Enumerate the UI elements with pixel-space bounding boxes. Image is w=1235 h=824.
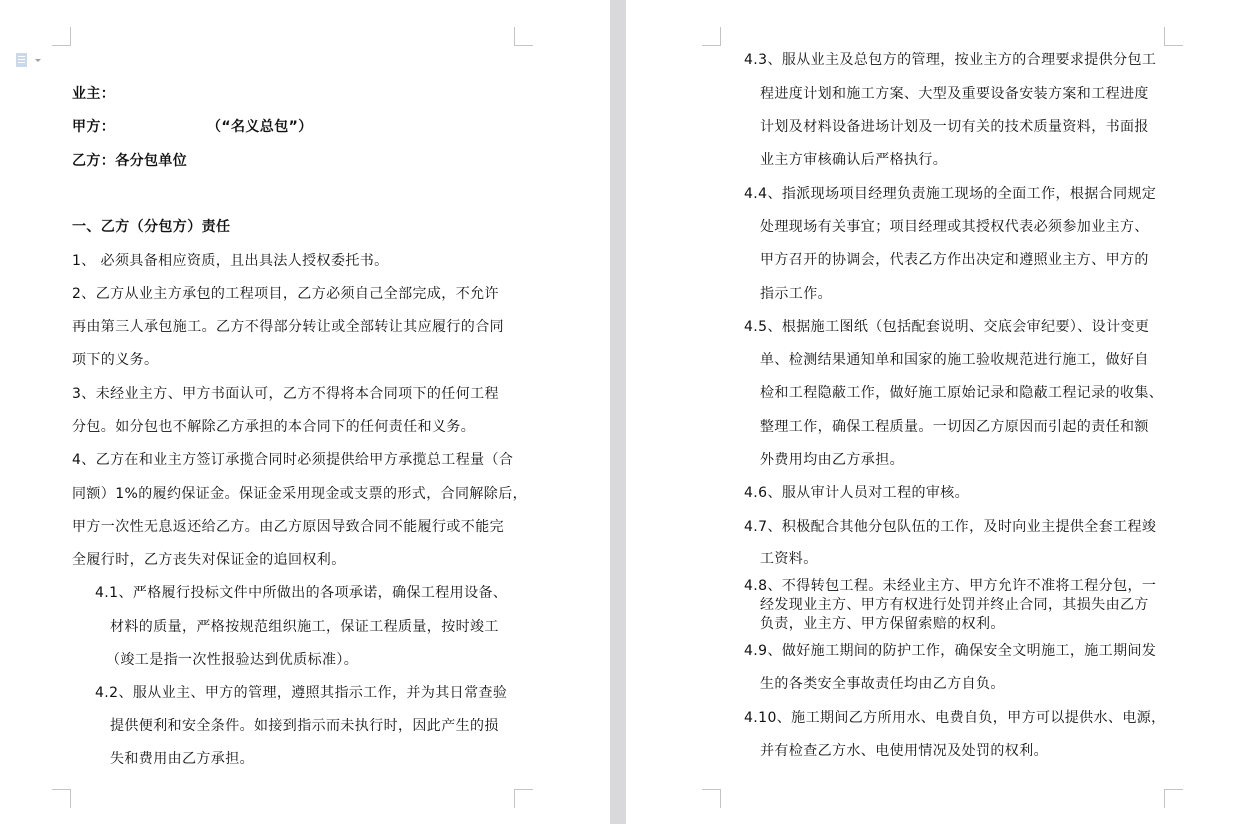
margin-corner-mark: [514, 789, 533, 808]
subclause-line: 外费用均由乙方承担。: [760, 452, 904, 468]
margin-corner-mark: [702, 789, 721, 808]
margin-corner-mark: [1164, 27, 1183, 46]
margin-corner-mark: [1164, 789, 1183, 808]
subclause-line: 工资料。: [760, 551, 818, 567]
paragraph-line: 1、 必须具备相应资质，且出具法人授权委托书。: [72, 253, 389, 269]
paragraph-line: 全履行时，乙方丧失对保证金的追回权利。: [72, 552, 346, 568]
subclause-line: 4.2、服从业主、甲方的管理，遵照其指示工作，并为其日常查验: [95, 685, 508, 701]
chevron-down-icon[interactable]: [35, 59, 41, 62]
subclause-line: 经发现业主方、甲方有权进行处罚并终止合同，其损失由乙方: [760, 597, 1149, 613]
paragraph-line: 同额）1%的履约保证金。保证金采用现金或支票的形式，合同解除后，: [72, 486, 528, 502]
subclause-line: 程进度计划和施工方案、大型及重要设备安装方案和工程进度: [760, 86, 1149, 102]
subclause-line: 提供便利和安全条件。如接到指示而未执行时，因此产生的损: [110, 718, 499, 734]
party-a-value: （“名义总包”）: [207, 119, 313, 135]
paste-options-doc-icon[interactable]: [16, 53, 27, 67]
subclause-line: 生的各类安全事故责任均由乙方自负。: [760, 676, 1005, 692]
subclause-line: 业主方审核确认后严格执行。: [760, 152, 948, 168]
subclause-line: 甲方召开的协调会，代表乙方作出决定和遵照业主方、甲方的: [760, 252, 1149, 268]
margin-corner-mark: [52, 27, 71, 46]
subclause-line: 4.8、不得转包工程。未经业主方、甲方允许不准将工程分包，一: [744, 578, 1157, 594]
subclause-line: 整理工作，确保工程质量。一切因乙方原因而引起的责任和额: [760, 419, 1149, 435]
subclause-line: 4.6、服从审计人员对工程的审核。: [744, 485, 970, 501]
subclause-line: 材料的质量，严格按规范组织施工，保证工程质量，按时竣工: [110, 619, 499, 635]
paragraph-line: 分包。如分包也不解除乙方承担的本合同下的任何责任和义务。: [72, 419, 476, 435]
paragraph-line: 2、乙方从业主方承包的工程项目，乙方必须自己全部完成，不允许: [72, 286, 499, 302]
subclause-line: 4.3、服从业主及总包方的管理，按业主方的合理要求提供分包工: [744, 52, 1157, 68]
paragraph-line: 4、乙方在和业主方签订承揽合同时必须提供给甲方承揽总工程量（合: [72, 452, 514, 468]
subclause-line: 4.7、积极配合其他分包队伍的工作，及时向业主提供全套工程竣: [744, 519, 1157, 535]
subclause-line: 4.9、做好施工期间的防护工作，确保安全文明施工，施工期间发: [744, 643, 1157, 659]
subclause-line: （竣工是指一次性报验达到优质标准）。: [106, 652, 359, 668]
margin-corner-mark: [52, 789, 71, 808]
subclause-line: 单、检测结果通知单和国家的施工验收规范进行施工，做好自: [760, 352, 1149, 368]
margin-corner-mark: [514, 27, 533, 46]
subclause-line: 4.4、指派现场项目经理负责施工现场的全面工作，根据合同规定: [744, 186, 1157, 202]
party-a-label: 甲方：: [72, 119, 116, 135]
paragraph-line: 再由第三人承包施工。乙方不得部分转让或全部转让其应履行的合同: [72, 319, 504, 335]
subclause-line: 4.5、根据施工图纸（包括配套说明、交底会审纪要）、设计变更: [744, 319, 1150, 335]
document-page-left: [0, 0, 610, 824]
subclause-line: 检和工程隐蔽工作，做好施工原始记录和隐蔽工程记录的收集、: [760, 385, 1164, 401]
paragraph-line: 项下的义务。: [72, 352, 159, 368]
page-separator: [610, 0, 626, 824]
subclause-line: 并有检查乙方水、电使用情况及处罚的权利。: [760, 743, 1048, 759]
subclause-line: 指示工作。: [760, 286, 832, 302]
subclause-line: 4.10、施工期间乙方所用水、电费自负，甲方可以提供水、电源，: [744, 710, 1166, 726]
paragraph-line: 甲方一次性无息返还给乙方。由乙方原因导致合同不能履行或不能完: [72, 519, 504, 535]
margin-corner-mark: [702, 27, 721, 46]
subclause-line: 处理现场有关事宜；项目经理或其授权代表必须参加业主方、: [760, 219, 1149, 235]
subclause-line: 失和费用由乙方承担。: [110, 751, 254, 767]
party-b-line: 乙方：各分包单位: [72, 153, 188, 169]
subclause-line: 计划及材料设备进场计划及一切有关的技术质量资料，书面报: [760, 119, 1149, 135]
subclause-line: 4.1、严格履行投标文件中所做出的各项承诺，确保工程用设备、: [95, 585, 508, 601]
section-title: 一、乙方（分包方）责任: [72, 219, 231, 235]
owner-label: 业主：: [72, 86, 116, 102]
subclause-line: 负责，业主方、甲方保留索赔的权利。: [760, 616, 1005, 632]
paragraph-line: 3、未经业主方、甲方书面认可，乙方不得将本合同项下的任何工程: [72, 386, 499, 402]
document-page-right: [626, 0, 1235, 824]
